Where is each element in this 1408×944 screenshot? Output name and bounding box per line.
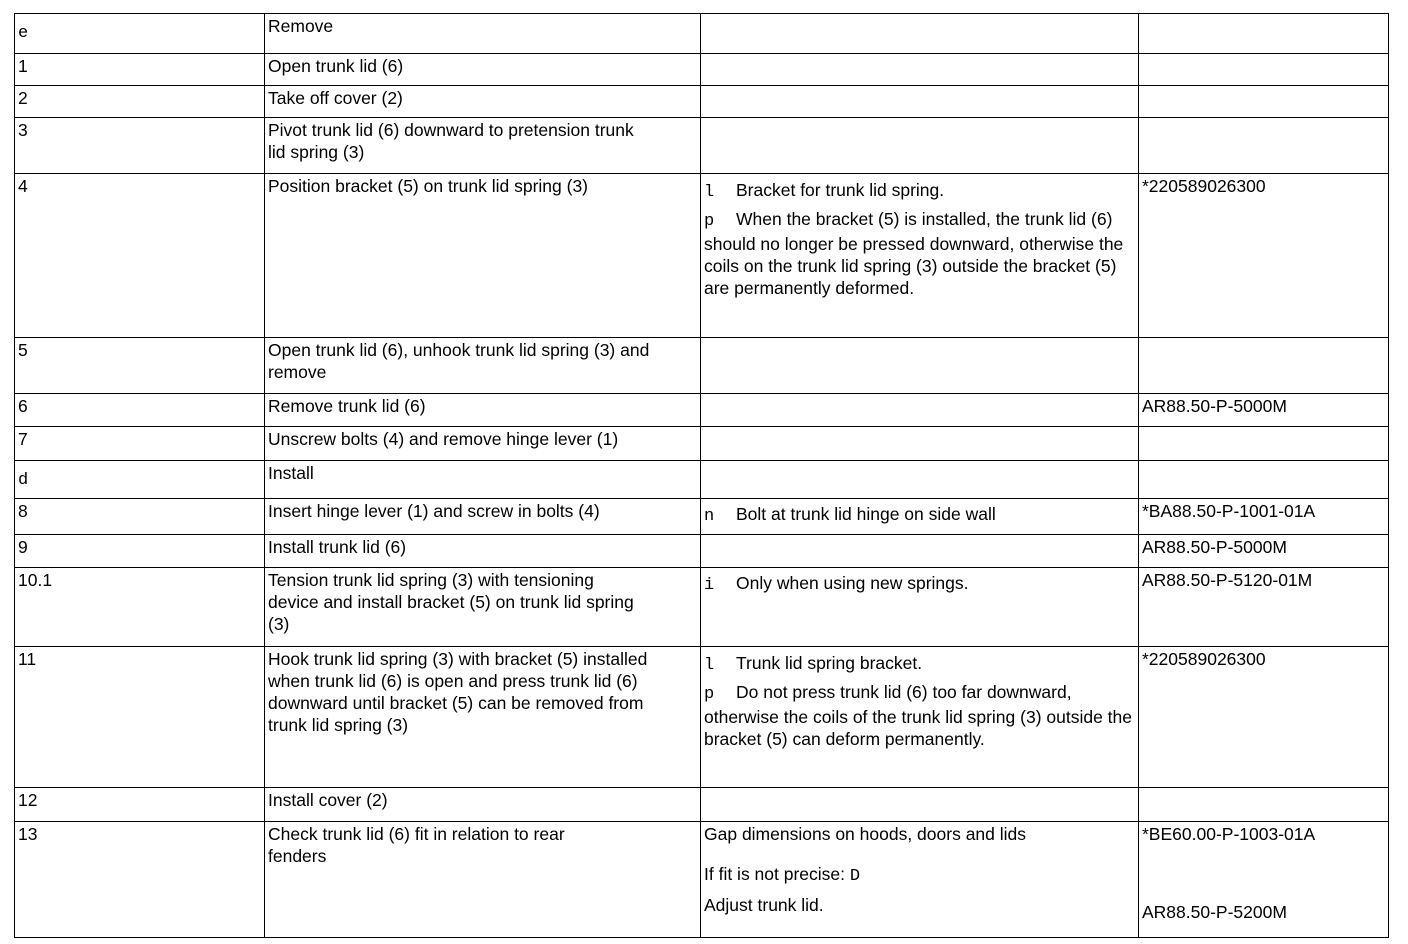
table-row bbox=[15, 86, 1389, 118]
table-row bbox=[15, 535, 1389, 568]
procedure-document bbox=[14, 13, 1388, 938]
step-action: Remove bbox=[265, 14, 701, 54]
step-reference bbox=[1139, 427, 1389, 461]
table-row bbox=[15, 54, 1389, 86]
step-action: Hook trunk lid spring (3) with bracket (5) installed when trunk lid (6) is open and press trunk lid (6) downward until bracket (5) can be removed from trunk lid spring (3) bbox=[265, 647, 701, 788]
step-number: 13 bbox=[15, 822, 265, 938]
step-reference: AR88.50-P-5000M bbox=[1139, 535, 1389, 568]
step-notes bbox=[701, 535, 1139, 568]
step-action: Install bbox=[265, 461, 701, 499]
step-reference: *220589026300 bbox=[1139, 174, 1389, 338]
step-notes bbox=[701, 822, 1139, 938]
step-reference: AR88.50-P-5000M bbox=[1139, 394, 1389, 427]
step-number: 4 bbox=[15, 174, 265, 338]
adjust-note: Adjust trunk lid. bbox=[704, 895, 824, 915]
step-action: Install cover (2) bbox=[265, 788, 701, 822]
step-number: 7 bbox=[15, 427, 265, 461]
note-symbol: i bbox=[704, 576, 715, 595]
step-reference bbox=[1139, 338, 1389, 394]
note-bracket: l Trunk lid spring bracket. bbox=[704, 653, 923, 675]
step-notes bbox=[701, 338, 1139, 394]
step-reference: AR88.50-P-5120-01M bbox=[1139, 568, 1389, 647]
step-reference bbox=[1139, 54, 1389, 86]
step-action: Remove trunk lid (6) bbox=[265, 394, 701, 427]
step-notes bbox=[701, 174, 1139, 338]
step-reference bbox=[1139, 461, 1389, 499]
step-action: Take off cover (2) bbox=[265, 86, 701, 118]
step-action: Check trunk lid (6) fit in relation to rear fenders bbox=[265, 822, 701, 938]
table-row bbox=[15, 394, 1389, 427]
step-notes bbox=[701, 394, 1139, 427]
note-warning: p When the bracket (5) is installed, the trunk lid (6) should no longer be pressed downward, otherwise the coils on the trunk lid spring (3) outside the bracket (5) are permanently deformed. bbox=[704, 209, 1124, 298]
step-notes bbox=[701, 499, 1139, 535]
note-bracket: l Bracket for trunk lid spring. bbox=[704, 180, 945, 202]
step-number: e bbox=[15, 14, 265, 54]
step-number: 9 bbox=[15, 535, 265, 568]
step-notes bbox=[701, 568, 1139, 647]
step-reference: *BA88.50-P-1001-01A bbox=[1139, 499, 1389, 535]
step-notes bbox=[701, 86, 1139, 118]
step-number: 2 bbox=[15, 86, 265, 118]
step-action: Position bracket (5) on trunk lid spring (3) bbox=[265, 174, 701, 338]
table-row bbox=[15, 822, 1389, 938]
fit-check-note: If fit is not precise: D bbox=[704, 864, 861, 886]
step-number: d bbox=[15, 461, 265, 499]
note-symbol: n bbox=[704, 507, 715, 526]
reference-adjust-doc: AR88.50-P-5200M bbox=[1142, 902, 1287, 922]
step-reference bbox=[1139, 822, 1389, 938]
procedure-table bbox=[14, 13, 1389, 938]
table-row bbox=[15, 118, 1389, 174]
step-action: Open trunk lid (6) bbox=[265, 54, 701, 86]
step-number: 10.1 bbox=[15, 568, 265, 647]
step-notes bbox=[701, 14, 1139, 54]
gap-dimensions-note: Gap dimensions on hoods, doors and lids bbox=[704, 824, 1027, 844]
step-reference bbox=[1139, 788, 1389, 822]
step-action: Install trunk lid (6) bbox=[265, 535, 701, 568]
step-action: Unscrew bolts (4) and remove hinge lever (1) bbox=[265, 427, 701, 461]
table-row bbox=[15, 174, 1389, 338]
note-symbol: l bbox=[704, 183, 715, 202]
step-notes bbox=[701, 118, 1139, 174]
table-row bbox=[15, 647, 1389, 788]
step-action: Pivot trunk lid (6) downward to pretension trunk lid spring (3) bbox=[265, 118, 701, 174]
step-action: Open trunk lid (6), unhook trunk lid spring (3) and remove bbox=[265, 338, 701, 394]
step-number: 5 bbox=[15, 338, 265, 394]
step-reference bbox=[1139, 86, 1389, 118]
note-info: i Only when using new springs. bbox=[704, 573, 969, 595]
table-row bbox=[15, 14, 1389, 54]
step-notes bbox=[701, 54, 1139, 86]
table-row bbox=[15, 568, 1389, 647]
step-notes bbox=[701, 647, 1139, 788]
step-reference bbox=[1139, 14, 1389, 54]
step-number: 11 bbox=[15, 647, 265, 788]
table-row bbox=[15, 499, 1389, 535]
step-number: 1 bbox=[15, 54, 265, 86]
step-number: 3 bbox=[15, 118, 265, 174]
step-reference bbox=[1139, 118, 1389, 174]
step-notes bbox=[701, 427, 1139, 461]
step-action: Insert hinge lever (1) and screw in bolts (4) bbox=[265, 499, 701, 535]
note-symbol: D bbox=[849, 867, 861, 886]
step-action: Tension trunk lid spring (3) with tensioning device and install bracket (5) on trunk lid spring (3) bbox=[265, 568, 701, 647]
step-number: 12 bbox=[15, 788, 265, 822]
step-reference: *220589026300 bbox=[1139, 647, 1389, 788]
step-number: 6 bbox=[15, 394, 265, 427]
table-row bbox=[15, 427, 1389, 461]
table-row bbox=[15, 788, 1389, 822]
step-notes bbox=[701, 788, 1139, 822]
note-warning: p Do not press trunk lid (6) too far downward, otherwise the coils of the trunk lid spring (3) outside the bracket (5) can deform permanently. bbox=[704, 682, 1132, 749]
table-row bbox=[15, 338, 1389, 394]
note-symbol: l bbox=[704, 656, 715, 675]
table-row bbox=[15, 461, 1389, 499]
reference-gap-doc: *BE60.00-P-1003-01A bbox=[1142, 824, 1316, 844]
note-bolt: n Bolt at trunk lid hinge on side wall bbox=[704, 504, 996, 526]
step-notes bbox=[701, 461, 1139, 499]
note-symbol: p bbox=[704, 685, 715, 704]
step-number: 8 bbox=[15, 499, 265, 535]
note-symbol: p bbox=[704, 212, 715, 231]
